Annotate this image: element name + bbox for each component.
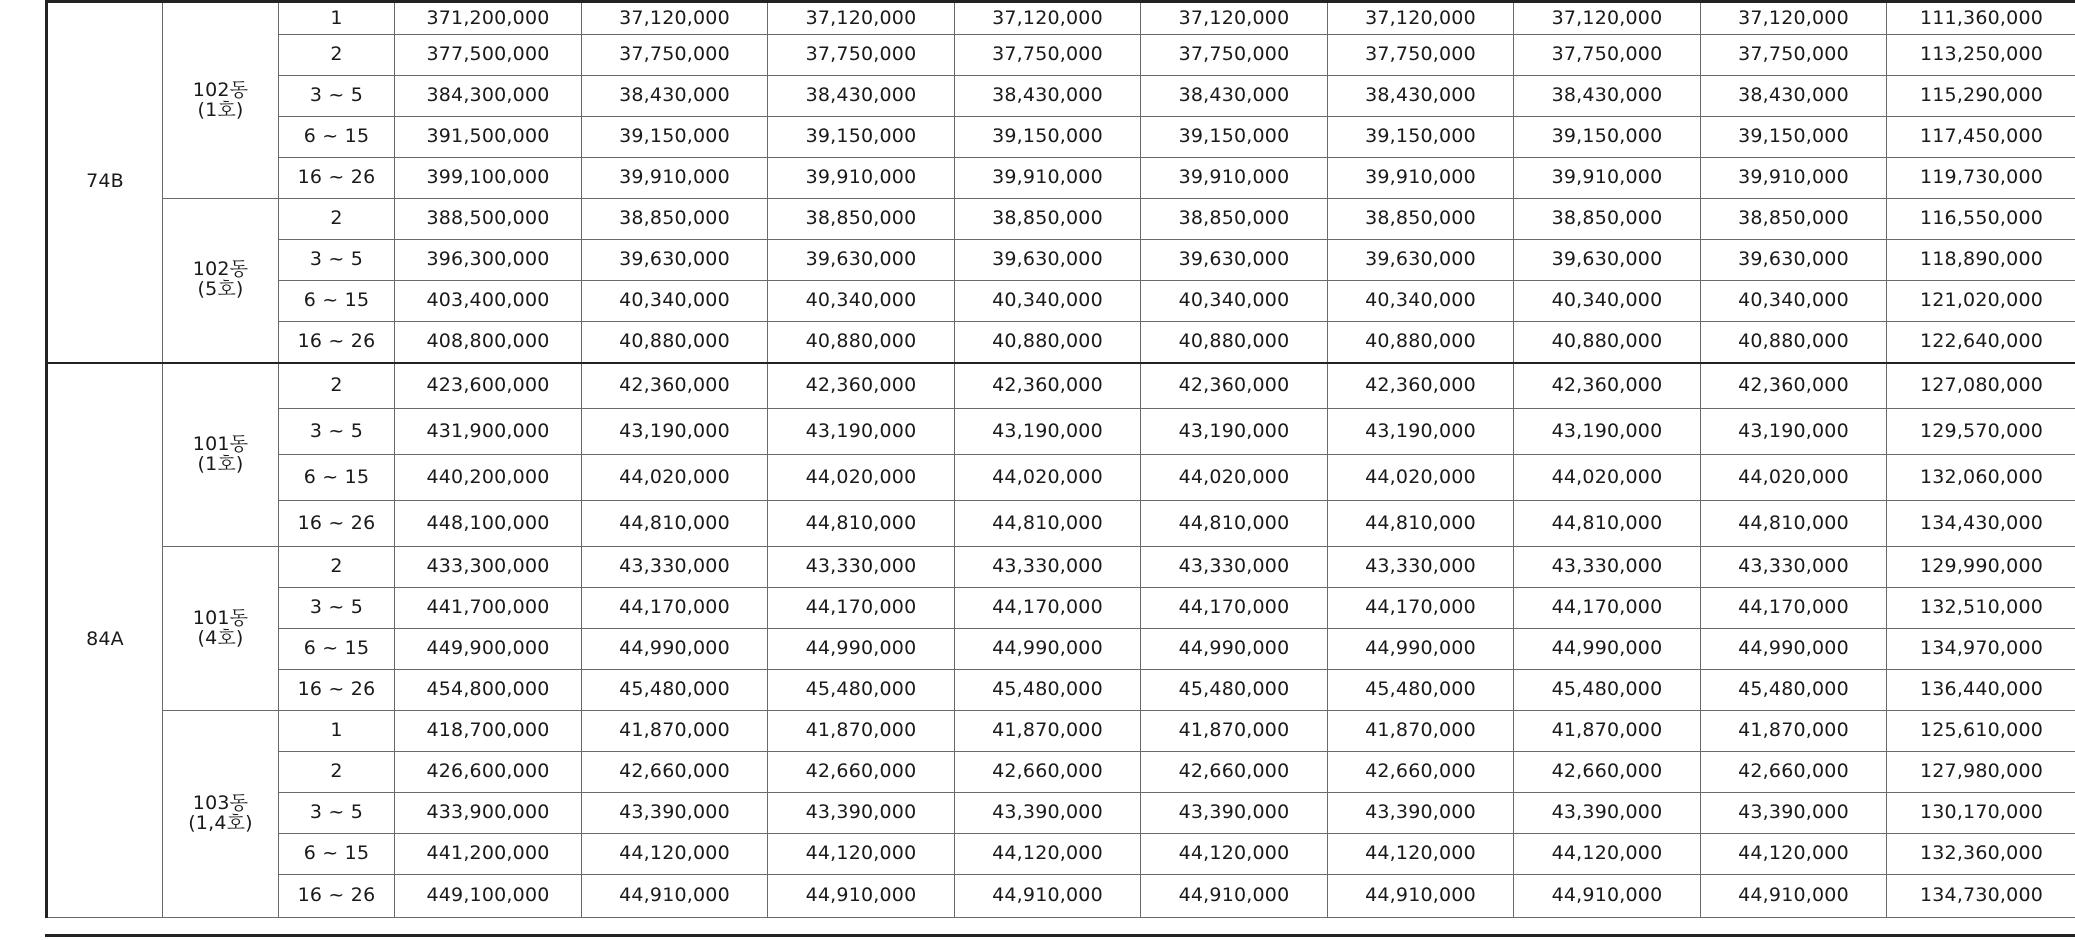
installment-cell: 44,910,000: [1701, 875, 1887, 918]
installment-cell: 40,880,000: [768, 322, 955, 363]
floor-range-cell: 2: [279, 199, 395, 240]
total-price-cell: 377,500,000: [395, 35, 582, 76]
floor-range-cell: 1: [279, 711, 395, 752]
installment-cell: 44,170,000: [768, 588, 955, 629]
installment-cell: 44,170,000: [955, 588, 1141, 629]
balance-cell: 117,450,000: [1887, 117, 2075, 158]
installment-cell: 37,120,000: [1701, 2, 1887, 35]
installment-cell: 42,360,000: [1701, 363, 1887, 409]
total-price-cell: 408,800,000: [395, 322, 582, 363]
table-row: [47, 670, 2075, 711]
installment-cell: 43,330,000: [768, 547, 955, 588]
installment-cell: 43,390,000: [1701, 793, 1887, 834]
installment-cell: 39,630,000: [955, 240, 1141, 281]
balance-cell: 127,980,000: [1887, 752, 2075, 793]
installment-cell: 41,870,000: [1701, 711, 1887, 752]
installment-cell: 42,660,000: [1328, 752, 1514, 793]
total-price-cell: 454,800,000: [395, 670, 582, 711]
table-row: [47, 588, 2075, 629]
dong-label: 101동: [192, 606, 249, 629]
installment-cell: 37,120,000: [1514, 2, 1701, 35]
installment-cell: 41,870,000: [1328, 711, 1514, 752]
installment-cell: 40,340,000: [1328, 281, 1514, 322]
installment-cell: 44,120,000: [768, 834, 955, 875]
floor-range-cell: 3 ~ 5: [279, 793, 395, 834]
installment-cell: 37,750,000: [1701, 35, 1887, 76]
total-price-cell: 391,500,000: [395, 117, 582, 158]
installment-cell: 45,480,000: [1328, 670, 1514, 711]
floor-range-cell: 3 ~ 5: [279, 409, 395, 455]
installment-cell: 40,880,000: [955, 322, 1141, 363]
installment-cell: 37,750,000: [1328, 35, 1514, 76]
table-row: [47, 711, 2075, 752]
balance-cell: 132,360,000: [1887, 834, 2075, 875]
installment-cell: 44,990,000: [1701, 629, 1887, 670]
installment-cell: 44,120,000: [955, 834, 1141, 875]
installment-cell: 44,020,000: [1141, 455, 1328, 501]
floor-range-cell: 2: [279, 547, 395, 588]
installment-cell: 45,480,000: [1514, 670, 1701, 711]
installment-cell: 44,910,000: [1514, 875, 1701, 918]
installment-cell: 44,170,000: [1141, 588, 1328, 629]
installment-cell: 44,990,000: [1328, 629, 1514, 670]
installment-cell: 38,850,000: [955, 199, 1141, 240]
installment-cell: 42,660,000: [582, 752, 768, 793]
installment-cell: 37,120,000: [1328, 2, 1514, 35]
installment-cell: 41,870,000: [955, 711, 1141, 752]
installment-cell: 40,880,000: [1701, 322, 1887, 363]
installment-cell: 43,190,000: [1141, 409, 1328, 455]
installment-cell: 45,480,000: [955, 670, 1141, 711]
floor-range-cell: 2: [279, 752, 395, 793]
installment-cell: 43,190,000: [955, 409, 1141, 455]
installment-cell: 38,430,000: [955, 76, 1141, 117]
installment-cell: 39,910,000: [1514, 158, 1701, 199]
table-row: [47, 35, 2075, 76]
total-price-cell: 396,300,000: [395, 240, 582, 281]
total-price-cell: 384,300,000: [395, 76, 582, 117]
installment-cell: 39,630,000: [1514, 240, 1701, 281]
floor-range-cell: 2: [279, 363, 395, 409]
installment-cell: 39,630,000: [768, 240, 955, 281]
total-price-cell: 440,200,000: [395, 455, 582, 501]
unit-line-label: (1호): [197, 452, 244, 475]
total-price-cell: 449,900,000: [395, 629, 582, 670]
balance-cell: 115,290,000: [1887, 76, 2075, 117]
balance-cell: 125,610,000: [1887, 711, 2075, 752]
floor-range-cell: 6 ~ 15: [279, 629, 395, 670]
installment-cell: 42,360,000: [582, 363, 768, 409]
floor-range-cell: 3 ~ 5: [279, 240, 395, 281]
price-table-body: [47, 2, 2075, 918]
installment-cell: 44,170,000: [582, 588, 768, 629]
installment-cell: 38,430,000: [1701, 76, 1887, 117]
unit-line-label: (5호): [197, 278, 244, 301]
installment-cell: 43,390,000: [1328, 793, 1514, 834]
floor-range-cell: 6 ~ 15: [279, 834, 395, 875]
installment-cell: 40,880,000: [1328, 322, 1514, 363]
floor-range-cell: 3 ~ 5: [279, 76, 395, 117]
installment-cell: 44,990,000: [955, 629, 1141, 670]
building-dong-cell: [163, 199, 279, 363]
floor-range-cell: 16 ~ 26: [279, 158, 395, 199]
installment-cell: 43,190,000: [768, 409, 955, 455]
installment-cell: 42,360,000: [1514, 363, 1701, 409]
installment-cell: 40,880,000: [582, 322, 768, 363]
table-row: [47, 2, 2075, 35]
building-dong-cell: [163, 2, 279, 199]
installment-cell: 44,910,000: [955, 875, 1141, 918]
installment-cell: 40,340,000: [1701, 281, 1887, 322]
installment-cell: 39,910,000: [582, 158, 768, 199]
installment-cell: 39,150,000: [1701, 117, 1887, 158]
installment-cell: 38,850,000: [1514, 199, 1701, 240]
installment-cell: 43,390,000: [582, 793, 768, 834]
installment-cell: 44,810,000: [1701, 501, 1887, 547]
installment-cell: 39,630,000: [1701, 240, 1887, 281]
total-price-cell: 441,700,000: [395, 588, 582, 629]
installment-cell: 38,850,000: [1701, 199, 1887, 240]
building-dong-cell: [163, 363, 279, 547]
installment-cell: 38,850,000: [1328, 199, 1514, 240]
table-row: [47, 875, 2075, 918]
installment-cell: 37,750,000: [1514, 35, 1701, 76]
installment-cell: 44,990,000: [582, 629, 768, 670]
installment-cell: 40,880,000: [1141, 322, 1328, 363]
installment-cell: 39,150,000: [768, 117, 955, 158]
installment-cell: 39,150,000: [1328, 117, 1514, 158]
installment-cell: 37,750,000: [582, 35, 768, 76]
installment-cell: 44,810,000: [955, 501, 1141, 547]
installment-cell: 41,870,000: [582, 711, 768, 752]
installment-cell: 37,120,000: [768, 2, 955, 35]
total-price-cell: 448,100,000: [395, 501, 582, 547]
installment-cell: 44,910,000: [1141, 875, 1328, 918]
floor-range-cell: 6 ~ 15: [279, 117, 395, 158]
table-row: [47, 199, 2075, 240]
balance-cell: 130,170,000: [1887, 793, 2075, 834]
installment-cell: 42,660,000: [1141, 752, 1328, 793]
unit-line-label: (1호): [197, 98, 244, 121]
installment-cell: 42,660,000: [1701, 752, 1887, 793]
total-price-cell: 423,600,000: [395, 363, 582, 409]
installment-cell: 43,390,000: [955, 793, 1141, 834]
installment-cell: 38,850,000: [768, 199, 955, 240]
installment-cell: 44,910,000: [582, 875, 768, 918]
balance-cell: 129,570,000: [1887, 409, 2075, 455]
table-row: [47, 793, 2075, 834]
table-row: [47, 629, 2075, 670]
floor-range-cell: 16 ~ 26: [279, 322, 395, 363]
installment-cell: 42,360,000: [1141, 363, 1328, 409]
total-price-cell: 388,500,000: [395, 199, 582, 240]
installment-cell: 44,170,000: [1328, 588, 1514, 629]
installment-cell: 43,330,000: [1514, 547, 1701, 588]
installment-cell: 44,170,000: [1514, 588, 1701, 629]
balance-cell: 132,510,000: [1887, 588, 2075, 629]
installment-cell: 44,120,000: [1328, 834, 1514, 875]
installment-cell: 39,150,000: [1514, 117, 1701, 158]
table-bottom-border: [45, 934, 2075, 937]
table-row: [47, 834, 2075, 875]
installment-cell: 39,630,000: [1141, 240, 1328, 281]
balance-cell: 136,440,000: [1887, 670, 2075, 711]
installment-cell: 44,810,000: [1328, 501, 1514, 547]
installment-cell: 45,480,000: [1701, 670, 1887, 711]
installment-cell: 38,430,000: [582, 76, 768, 117]
installment-cell: 43,330,000: [1328, 547, 1514, 588]
balance-cell: 121,020,000: [1887, 281, 2075, 322]
installment-cell: 43,390,000: [1514, 793, 1701, 834]
installment-cell: 44,170,000: [1701, 588, 1887, 629]
table-row: [47, 240, 2075, 281]
dong-label: 102동: [192, 78, 249, 101]
balance-cell: 122,640,000: [1887, 322, 2075, 363]
table-row: [47, 409, 2075, 455]
installment-cell: 43,190,000: [582, 409, 768, 455]
total-price-cell: 418,700,000: [395, 711, 582, 752]
installment-cell: 44,120,000: [1514, 834, 1701, 875]
price-table: [45, 0, 2075, 918]
installment-cell: 44,120,000: [582, 834, 768, 875]
installment-cell: 43,330,000: [1141, 547, 1328, 588]
total-price-cell: 403,400,000: [395, 281, 582, 322]
floor-range-cell: 16 ~ 26: [279, 670, 395, 711]
installment-cell: 44,020,000: [768, 455, 955, 501]
table-row: [47, 547, 2075, 588]
installment-cell: 39,150,000: [582, 117, 768, 158]
installment-cell: 44,990,000: [1141, 629, 1328, 670]
dong-label: 102동: [192, 258, 249, 281]
floor-range-cell: 2: [279, 35, 395, 76]
installment-cell: 41,870,000: [1514, 711, 1701, 752]
total-price-cell: 433,300,000: [395, 547, 582, 588]
table-row: [47, 117, 2075, 158]
installment-cell: 37,120,000: [1141, 2, 1328, 35]
installment-cell: 44,990,000: [1514, 629, 1701, 670]
installment-cell: 39,630,000: [582, 240, 768, 281]
table-row: [47, 363, 2075, 409]
total-price-cell: 441,200,000: [395, 834, 582, 875]
balance-cell: 116,550,000: [1887, 199, 2075, 240]
installment-cell: 44,020,000: [1328, 455, 1514, 501]
installment-cell: 44,810,000: [768, 501, 955, 547]
unit-type-cell: 74B: [47, 2, 163, 363]
total-price-cell: 433,900,000: [395, 793, 582, 834]
total-price-cell: 426,600,000: [395, 752, 582, 793]
installment-cell: 42,660,000: [955, 752, 1141, 793]
balance-cell: 132,060,000: [1887, 455, 2075, 501]
unit-type-cell: 84A: [47, 363, 163, 918]
installment-cell: 39,150,000: [1141, 117, 1328, 158]
installment-cell: 43,330,000: [1701, 547, 1887, 588]
installment-cell: 42,660,000: [768, 752, 955, 793]
installment-cell: 38,430,000: [1328, 76, 1514, 117]
balance-cell: 129,990,000: [1887, 547, 2075, 588]
installment-cell: 40,340,000: [582, 281, 768, 322]
installment-cell: 45,480,000: [1141, 670, 1328, 711]
installment-cell: 44,810,000: [1514, 501, 1701, 547]
floor-range-cell: 16 ~ 26: [279, 875, 395, 918]
floor-range-cell: 1: [279, 2, 395, 35]
installment-cell: 39,910,000: [955, 158, 1141, 199]
floor-range-cell: 16 ~ 26: [279, 501, 395, 547]
installment-cell: 44,120,000: [1141, 834, 1328, 875]
balance-cell: 118,890,000: [1887, 240, 2075, 281]
installment-cell: 39,910,000: [768, 158, 955, 199]
installment-cell: 42,360,000: [955, 363, 1141, 409]
balance-cell: 134,430,000: [1887, 501, 2075, 547]
dong-label: 101동: [192, 432, 249, 455]
installment-cell: 38,430,000: [1514, 76, 1701, 117]
unit-line-label: (1,4호): [188, 812, 253, 834]
installment-cell: 44,020,000: [1701, 455, 1887, 501]
floor-range-cell: 6 ~ 15: [279, 281, 395, 322]
installment-cell: 44,990,000: [768, 629, 955, 670]
installment-cell: 43,190,000: [1328, 409, 1514, 455]
installment-cell: 43,190,000: [1701, 409, 1887, 455]
installment-cell: 38,430,000: [768, 76, 955, 117]
installment-cell: 41,870,000: [768, 711, 955, 752]
table-row: [47, 752, 2075, 793]
floor-range-cell: 3 ~ 5: [279, 588, 395, 629]
installment-cell: 40,340,000: [1514, 281, 1701, 322]
installment-cell: 44,020,000: [1514, 455, 1701, 501]
total-price-cell: 449,100,000: [395, 875, 582, 918]
installment-cell: 43,390,000: [1141, 793, 1328, 834]
balance-cell: 134,730,000: [1887, 875, 2075, 918]
installment-cell: 43,330,000: [955, 547, 1141, 588]
balance-cell: 111,360,000: [1887, 2, 2075, 35]
installment-cell: 44,120,000: [1701, 834, 1887, 875]
unit-line-label: (4호): [197, 626, 244, 649]
total-price-cell: 431,900,000: [395, 409, 582, 455]
installment-cell: 44,810,000: [1141, 501, 1328, 547]
building-dong-cell: [163, 711, 279, 918]
installment-cell: 45,480,000: [582, 670, 768, 711]
installment-cell: 37,120,000: [582, 2, 768, 35]
installment-cell: 44,020,000: [582, 455, 768, 501]
table-row: [47, 455, 2075, 501]
installment-cell: 39,910,000: [1328, 158, 1514, 199]
installment-cell: 38,430,000: [1141, 76, 1328, 117]
installment-cell: 42,360,000: [1328, 363, 1514, 409]
total-price-cell: 399,100,000: [395, 158, 582, 199]
installment-cell: 40,340,000: [1141, 281, 1328, 322]
table-row: [47, 281, 2075, 322]
installment-cell: 40,340,000: [955, 281, 1141, 322]
floor-range-cell: 6 ~ 15: [279, 455, 395, 501]
total-price-cell: 371,200,000: [395, 2, 582, 35]
installment-cell: 39,910,000: [1141, 158, 1328, 199]
installment-cell: 38,850,000: [582, 199, 768, 240]
dong-label: 103동: [192, 792, 249, 815]
installment-cell: 42,360,000: [768, 363, 955, 409]
installment-cell: 37,750,000: [768, 35, 955, 76]
table-row: [47, 322, 2075, 363]
table-row: [47, 501, 2075, 547]
installment-cell: 39,910,000: [1701, 158, 1887, 199]
installment-cell: 40,340,000: [768, 281, 955, 322]
installment-cell: 38,850,000: [1141, 199, 1328, 240]
table-row: [47, 76, 2075, 117]
installment-cell: 37,750,000: [1141, 35, 1328, 76]
installment-cell: 40,880,000: [1514, 322, 1701, 363]
installment-cell: 44,910,000: [1328, 875, 1514, 918]
installment-cell: 43,190,000: [1514, 409, 1701, 455]
installment-cell: 43,390,000: [768, 793, 955, 834]
balance-cell: 127,080,000: [1887, 363, 2075, 409]
installment-cell: 39,150,000: [955, 117, 1141, 158]
building-dong-cell: [163, 547, 279, 711]
installment-cell: 37,120,000: [955, 2, 1141, 35]
installment-cell: 41,870,000: [1141, 711, 1328, 752]
installment-cell: 37,750,000: [955, 35, 1141, 76]
table-row: [47, 158, 2075, 199]
balance-cell: 134,970,000: [1887, 629, 2075, 670]
installment-cell: 39,630,000: [1328, 240, 1514, 281]
installment-cell: 44,910,000: [768, 875, 955, 918]
installment-cell: 42,660,000: [1514, 752, 1701, 793]
installment-cell: 45,480,000: [768, 670, 955, 711]
balance-cell: 113,250,000: [1887, 35, 2075, 76]
balance-cell: 119,730,000: [1887, 158, 2075, 199]
installment-cell: 44,020,000: [955, 455, 1141, 501]
installment-cell: 44,810,000: [582, 501, 768, 547]
installment-cell: 43,330,000: [582, 547, 768, 588]
